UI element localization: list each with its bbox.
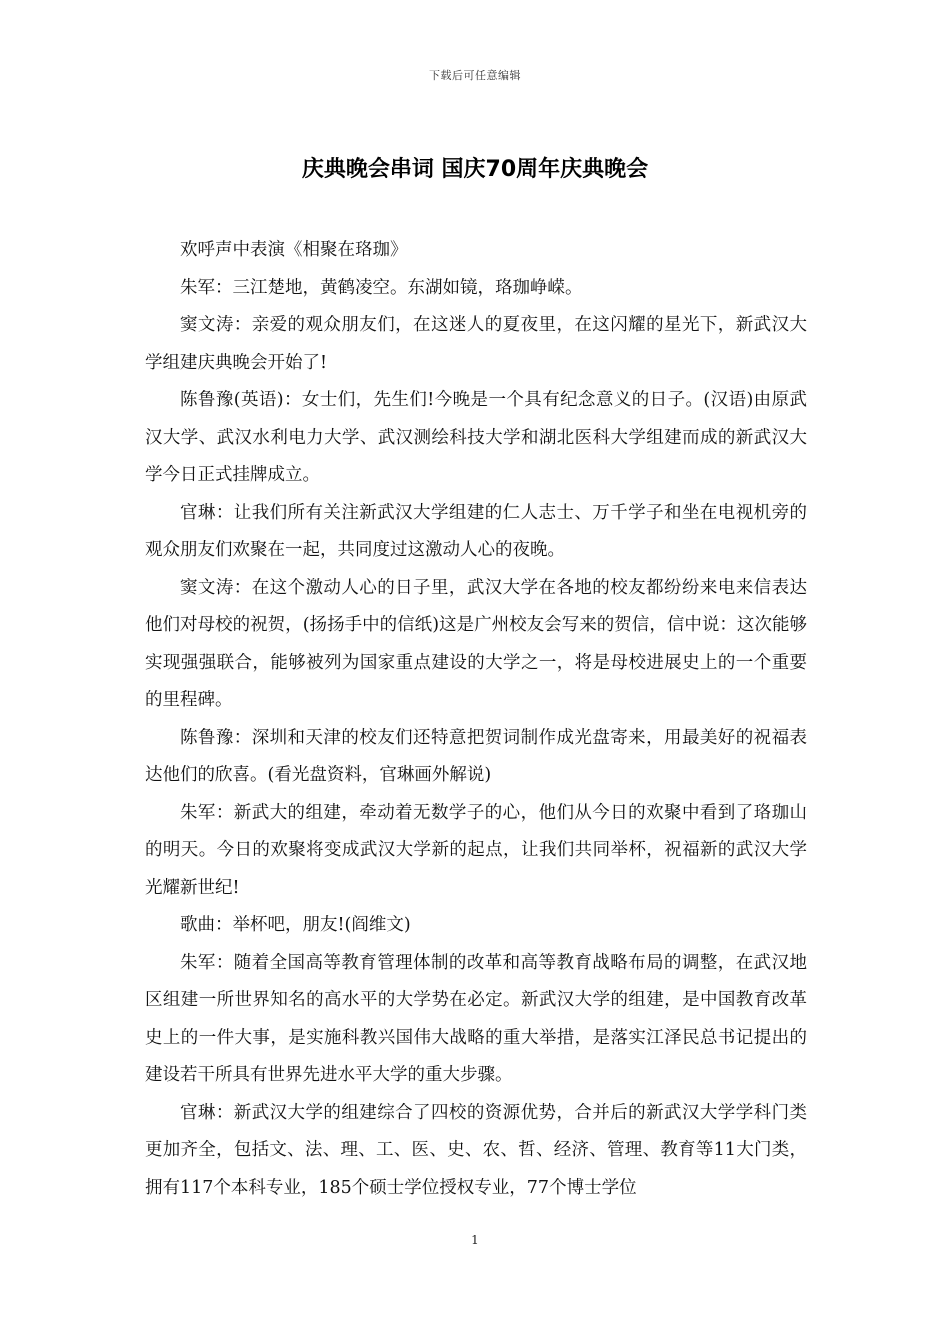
paragraph-6: 窦文涛：在这个激动人心的日子里，武汉大学在各地的校友都纷纷来电来信表达他们对母校的祝贺，(扬扬手中的信纸)这是广州校友会写来的贺信，信中说：这次能够实现强强联合，能够被列为国家重点建设的大学之一，将是母校进展史上的一个重要的里程碑。 [145,577,807,710]
paragraph-11: 官琳：新武汉大学的组建综合了四校的资源优势，合并后的新武汉大学学科门类更加齐全，包括文、法、理、工、医、史、农、哲、经济、管理、教育等11大门类，拥有117个本科专业，185个硕士学位授权专业，77个博士学位 [145,1102,807,1198]
paragraph-1: 欢呼声中表演《相聚在珞珈》 [180,240,408,260]
paragraph-5: 官琳：让我们所有关注新武汉大学组建的仁人志士、万千学子和坐在电视机旁的观众朋友们欢聚在一起，共同度过这激动人心的夜晚。 [145,502,807,560]
page-number: 1 [471,1233,479,1247]
document-title: 庆典晚会串词 国庆70周年庆典晚会 [301,157,649,182]
paragraph-10: 朱军：随着全国高等教育管理体制的改革和高等教育战略布局的调整，在武汉地区组建一所世界知名的高水平的大学势在必定。新武汉大学的组建，是中国教育改革史上的一件大事，是实施科教兴国伟大战略的重大举措，是落实江泽民总书记提出的建设若干所具有世界先进水平大学的重大步骤。 [145,952,807,1085]
paragraph-8: 朱军：新武大的组建，牵动着无数学子的心，他们从今日的欢聚中看到了珞珈山的明天。今日的欢聚将变成武汉大学新的起点，让我们共同举杯，祝福新的武汉大学光耀新世纪! [145,802,807,898]
paragraph-3: 窦文涛：亲爱的观众朋友们，在这迷人的夏夜里，在这闪耀的星光下，新武汉大学组建庆典晚会开始了! [145,315,807,373]
paragraph-7: 陈鲁豫：深圳和天津的校友们还特意把贺词制作成光盘寄来，用最美好的祝福表达他们的欣喜。(看光盘资料，官琳画外解说) [145,727,807,785]
paragraph-9: 歌曲：举杯吧，朋友!(阎维文) [180,915,411,935]
paragraph-4: 陈鲁豫(英语)：女士们，先生们!今晚是一个具有纪念意义的日子。(汉语)由原武汉大学、武汉水利电力大学、武汉测绘科技大学和湖北医科大学组建而成的新武汉大学今日正式挂牌成立。 [145,390,807,485]
document-body [145,232,807,1207]
header-note: 下载后可任意编辑 [429,69,521,82]
paragraph-2: 朱军：三江楚地，黄鹤凌空。东湖如镜，珞珈峥嵘。 [180,277,583,298]
